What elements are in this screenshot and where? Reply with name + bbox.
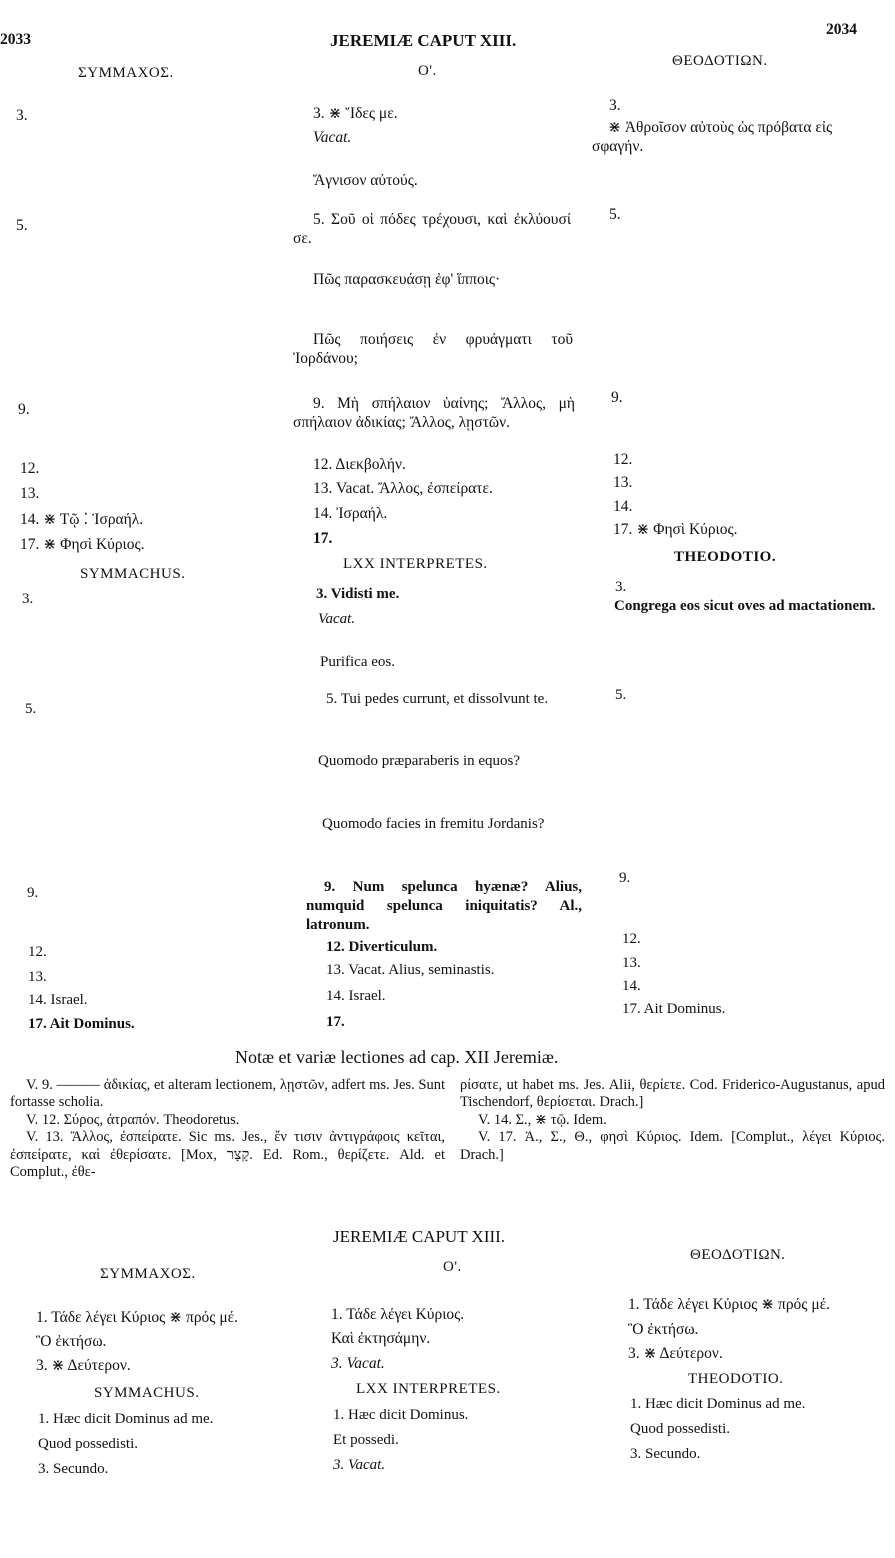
verse-line: 17. Ait Dominus. (28, 1016, 135, 1032)
verse-block: Πῶς ποιήσεις ἐν φρυάγματι τοῦ Ἰορδάνου; (293, 331, 573, 368)
verse-line: Quod possedisti. (630, 1421, 731, 1437)
verse-line: 5. (609, 206, 621, 223)
verse-line: Ἅγνισον αὐτούς. (313, 172, 418, 189)
verse-line: Purifica eos. (320, 654, 395, 670)
col-head-theodotion: ΘΕΟΔΟΤΙΩΝ. (672, 53, 768, 69)
lat-head-symmachus: SYMMACHUS. (80, 566, 186, 582)
col-head-lxx: Ο'. (443, 1259, 462, 1275)
verse-line: Vacat. (318, 611, 356, 627)
lat-head-symmachus: SYMMACHUS. (94, 1385, 200, 1401)
verse-line: 9. (27, 885, 39, 901)
notes-left-column (10, 1077, 445, 1181)
chapter-title: JEREMIÆ CAPUT XIII. (333, 1227, 506, 1246)
verse-line: 5. (615, 687, 627, 703)
verse-line: 12. (28, 944, 47, 960)
verse-line: 3. (609, 97, 621, 114)
col-head-symmachos: ΣΥΜΜΑΧΟΣ. (78, 65, 174, 81)
verse-line: 14. (622, 978, 641, 994)
verse-line: Quod possedisti. (38, 1436, 139, 1452)
verse-block: Congrega eos sicut oves ad mactationem. (614, 598, 876, 614)
verse-line: 3. (615, 579, 627, 595)
verse-line: 1. Hæc dicit Dominus. (333, 1407, 469, 1423)
verse-block: Quomodo facies in fremitu Jordanis? (322, 816, 545, 832)
verse-line: 3. (16, 107, 28, 124)
verse-block: 9. Num spelunca hyænæ? Alius, numquid spelunca iniquitatis? Al., latronum. (306, 879, 582, 933)
verse-line: 17. (326, 1014, 345, 1030)
verse-block: 9. Μὴ σπήλαιον ὑαίνης; Ἄλλος, μὴ σπήλαιον ἀδικίας; Ἄλλος, λῃστῶν. (293, 395, 575, 432)
lat-head-lxx: LXX INTERPRETES. (343, 556, 488, 572)
note-entry: V. 12. Σύρος, ἀτραπόν. Theodoretus. (26, 1111, 240, 1128)
verse-line: 17. (313, 530, 333, 547)
verse-line: 12. (613, 451, 633, 468)
verse-line: 3. ⋇ Δεύτερον. (36, 1357, 131, 1374)
verse-line: 14. Israel. (28, 992, 88, 1008)
verse-block: 5. Tui pedes currunt, et dissolvunt te. (326, 691, 549, 707)
verse-line: 3. Secundo. (630, 1446, 701, 1462)
verse-block: Quomodo præparaberis in equos? (318, 753, 521, 769)
verse-line: 12. (20, 460, 40, 477)
verse-line: 9. (619, 870, 631, 886)
lat-head-theodotio: THEODOTIO. (674, 549, 777, 565)
notes-title: Notæ et variæ lectiones ad cap. XII Jeremiæ. (235, 1047, 559, 1067)
verse-line: 1. Τάδε λέγει Κύριος ⋇ πρός μέ. (628, 1296, 831, 1313)
verse-line: 13. (622, 955, 641, 971)
lat-head-lxx: LXX INTERPRETES. (356, 1381, 501, 1397)
verse-line: 1. Τάδε λέγει Κύριος. (331, 1306, 465, 1323)
lat-head-theodotio: THEODOTIO. (688, 1371, 784, 1387)
page-title: JEREMIÆ CAPUT XIII. (330, 31, 517, 50)
verse-line: Vacat. (313, 129, 352, 146)
verse-line: 13. (613, 474, 633, 491)
verse-line: 1. Τάδε λέγει Κύριος ⋇ πρός μέ. (36, 1309, 239, 1326)
verse-line: 14. Israel. (326, 988, 386, 1004)
verse-line: 1. Hæc dicit Dominus ad me. (38, 1411, 214, 1427)
verse-line: Καὶ ἐκτησάμην. (331, 1330, 431, 1347)
col-head-lxx: Ο'. (418, 63, 437, 79)
verse-line: 5. (16, 217, 28, 234)
verse-block: ⋇ Ἀθροῖσον αὐτοὺς ὡς πρόβατα εἰς σφαγήν. (592, 119, 833, 156)
verse-line: Ὃ ἐκτήσω. (628, 1321, 699, 1338)
verse-line: 3. ⋇ Δεύτερον. (628, 1345, 723, 1362)
verse-line: 13. (28, 969, 47, 985)
verse-line: 13. Vacat. Ἄλλος, ἐσπείρατε. (313, 480, 493, 497)
verse-line: 12. Diverticulum. (326, 939, 438, 955)
verse-line: 5. (25, 701, 37, 717)
notes-right-column (460, 1077, 885, 1164)
verse-line: 3. ⋇ Ἴδες με. (313, 105, 398, 122)
verse-line: 3. Vacat. (333, 1457, 386, 1473)
verse-line: 3. Secundo. (38, 1461, 109, 1477)
verse-line: 17. ⋇ Φησὶ Κύριος. (613, 521, 738, 538)
verse-block: 5. Σοῦ οἱ πόδες τρέχουσι, καὶ ἐκλύουσί σε. (293, 211, 571, 248)
verse-line: 17. Ait Dominus. (622, 1001, 726, 1017)
verse-line: 14. ⋇ Τῷ ⁚ Ἰσραήλ. (20, 511, 144, 528)
verse-line: Ὃ ἐκτήσω. (36, 1333, 107, 1350)
verse-line: 13. Vacat. Alius, seminastis. (326, 962, 495, 978)
verse-line: 9. (611, 389, 623, 406)
verse-line: Et possedi. (333, 1432, 399, 1448)
verse-line: 14. Ἰσραήλ. (313, 505, 388, 522)
verse-line: 3. (22, 591, 34, 607)
verse-line: 12. (622, 931, 641, 947)
verse-line: 1. Hæc dicit Dominus ad me. (630, 1396, 806, 1412)
note-entry: ρίσατε, ut habet ms. Jes. Alii, θερίετε. Cod. Friderico-Augustanus, apud Tischendorf, θερίσεται. Drach.] (460, 1077, 885, 1111)
note-entry: V. 14. Σ., ⋇ τῷ. Idem. (478, 1111, 607, 1128)
note-entry: V. 17. Ἀ., Σ., Θ., φησὶ Κύριος. Idem. [Complut., λέγει Κύριος. Drach.] (460, 1129, 885, 1163)
verse-line: 17. ⋇ Φησὶ Κύριος. (20, 536, 145, 553)
verse-line: Πῶς παρασκευάσῃ ἐφ' ἵπποις· (313, 271, 501, 288)
col-head-theodotion: ΘΕΟΔΟΤΙΩΝ. (690, 1247, 786, 1263)
page-number-right: 2034 (826, 21, 857, 38)
verse-line: 9. (18, 401, 30, 418)
note-entry: V. 9. ——— ἀδικίας, et alteram lectionem, λῃστῶν, adfert ms. Jes. Sunt fortasse scholia. (10, 1077, 445, 1111)
verse-line: 13. (20, 485, 40, 502)
note-entry: V. 13. Ἄλλος, ἐσπείρατε. Sic ms. Jes., ἔν τισιν ἀντιγράφοις κεῖται, ἐσπείρατε, καὶ ἐθερίσατε. [Mox, קָצָר. Ed. Rom., θερίζετε. Ald. et Complut., ἐθε- (10, 1129, 445, 1180)
verse-line: 14. (613, 498, 633, 515)
verse-line: 12. Διεκβολήν. (313, 456, 406, 473)
verse-line: 3. Vidisti me. (316, 586, 400, 602)
page-number-left: 2033 (0, 31, 31, 48)
verse-line: 3. Vacat. (331, 1355, 385, 1372)
col-head-symmachos: ΣΥΜΜΑΧΟΣ. (100, 1266, 196, 1282)
